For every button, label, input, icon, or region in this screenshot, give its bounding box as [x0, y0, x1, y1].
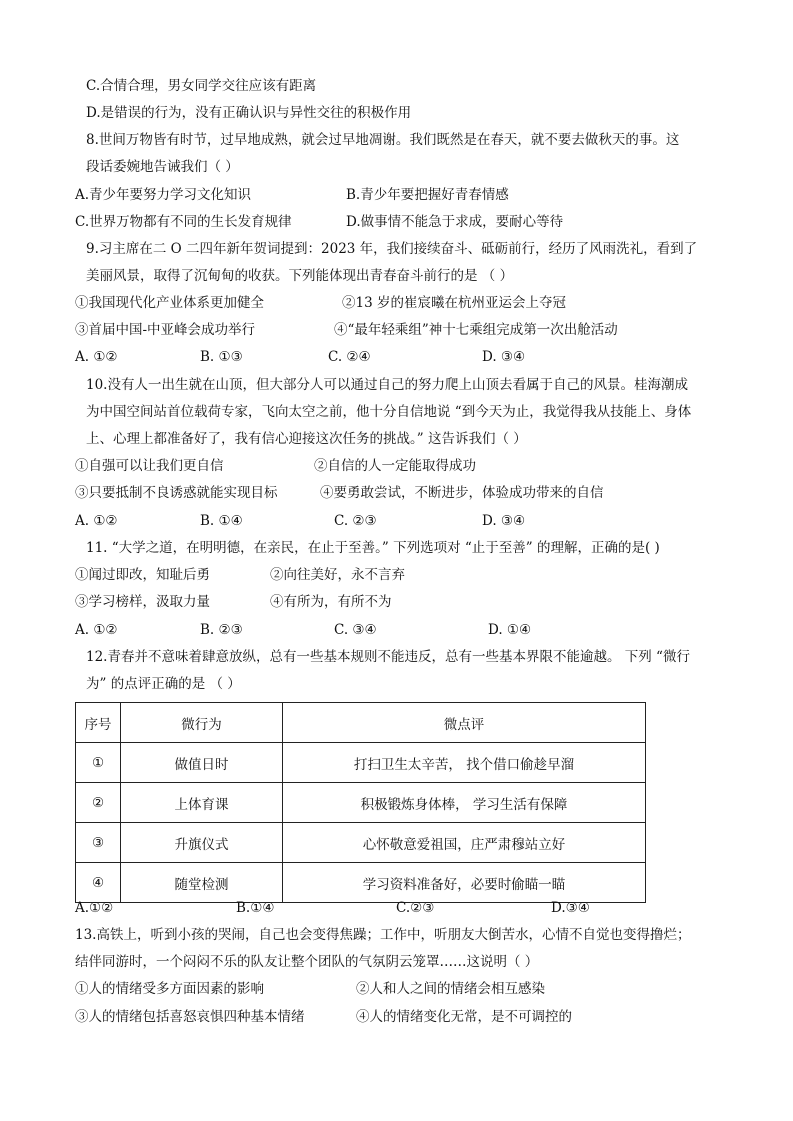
q11-option-a: A. ①② [75, 622, 118, 638]
row-index: ④ [76, 863, 121, 903]
q10-statement-1: ①自强可以让我们更自信 [75, 458, 224, 474]
q8-stem-line1: 8.世间万物皆有时节，过早地成熟，就会过早地凋谢。我们既然是在春天，就不要去做秋天的事。这 [86, 132, 680, 148]
q10-stem-line2: 为中国空间站首位载荷专家，飞向太空之前，他十分自信地说 “到今天为止，我觉得我从技能上、身体 [86, 404, 692, 420]
q13-stem-line1: 13.高铁上，听到小孩的哭闹，自己也会变得焦躁；工作中，听朋友大倒苦水，心情不自觉也变得撸烂； [75, 927, 691, 943]
table-header-row [76, 703, 646, 743]
q13-statement-3: ③人的情绪包括喜怒哀惧四种基本情绪 [75, 1009, 305, 1025]
row-comment: 积极锻炼身体棒， 学习生活有保障 [283, 783, 646, 823]
q11-stem-line1: 11. “大学之道，在明明德，在亲民，在止于至善。” 下列选项对 “止于至善” 的理解，正确的是( ) [86, 540, 660, 556]
header-index: 序号 [76, 703, 121, 743]
q8-option-d: D.做事情不能急于求成，要耐心等待 [346, 214, 564, 230]
q10-stem-line3: 上、心理上都准备好了，我有信心迎接这次任务的挑战。” 这告诉我们（ ） [86, 431, 527, 447]
row-behavior: 升旗仪式 [121, 823, 283, 863]
q10-stem-line1: 10.没有人一出生就在山顶，但大部分人可以通过自己的努力爬上山顶去看属于自己的风景。桂海潮成 [86, 377, 688, 393]
q10-option-d: D. ③④ [482, 513, 526, 529]
header-comment: 微点评 [283, 703, 646, 743]
table-row [76, 823, 646, 863]
row-behavior: 随堂检测 [121, 863, 283, 903]
q9-option-a: A. ①② [75, 349, 118, 365]
q7-option-d: D.是错误的行为，没有正确认识与异性交往的积极作用 [86, 105, 412, 121]
q9-statement-4: ④“最年轻乘组”神十七乘组完成第一次出舱活动 [334, 322, 618, 338]
q11-statement-1: ①闻过即改，知耻后勇 [75, 567, 210, 583]
row-comment: 打扫卫生太辛苦， 找个借口偷趁早溜 [283, 743, 646, 783]
q8-option-c: C.世界万物都有不同的生长发育规律 [75, 214, 292, 230]
q8-option-b: B.青少年要把握好青春情感 [346, 187, 509, 203]
row-index: ① [76, 743, 121, 783]
q11-statement-3: ③学习榜样，汲取力量 [75, 594, 210, 610]
q11-statement-4: ④有所为，有所不为 [270, 594, 392, 610]
q10-statement-3: ③只要抵制不良诱惑就能实现目标 [75, 485, 278, 501]
row-behavior: 上体育课 [121, 783, 283, 823]
q9-option-c: C. ②④ [328, 349, 371, 365]
table-row [76, 783, 646, 823]
q11-option-d: D. ①④ [488, 622, 532, 638]
q9-statement-2: ②13 岁的崔宸曦在杭州亚运会上夺冠 [342, 295, 566, 311]
q13-stem-line2: 结伴同游时，一个闷闷不乐的队友让整个团队的气氛阴云笼罩……这说明（ ） [75, 954, 539, 970]
q13-statement-1: ①人的情绪受多方面因素的影响 [75, 981, 264, 997]
q12-stem-line1: 12.青春并不意味着肆意放纵，总有一些基本规则不能违反，总有一些基本界限不能逾越。 下列 “微行 [86, 649, 690, 665]
q7-option-c: C.合情合理，男女同学交往应该有距离 [86, 78, 317, 94]
row-index: ③ [76, 823, 121, 863]
q8-option-a: A.青少年要努力学习文化知识 [75, 187, 252, 203]
q10-statement-4: ④要勇敢尝试，不断进步，体验成功带来的自信 [320, 485, 604, 501]
q9-stem-line2: 美丽风景，取得了沉甸甸的收获。下列能体现出青春奋斗前行的是 （ ） [86, 268, 514, 284]
row-comment: 学习资料准备好，必要时偷瞄一瞄 [283, 863, 646, 903]
q12-behavior-table [75, 702, 646, 903]
q10-statement-2: ②自信的人一定能取得成功 [314, 458, 476, 474]
table-row [76, 863, 646, 903]
q13-statement-4: ④人的情绪变化无常，是不可调控的 [356, 1009, 572, 1025]
q8-stem-line2: 段话委婉地告诫我们（ ） [86, 159, 239, 175]
q12-option-b: B.①④ [236, 900, 275, 916]
q9-option-d: D. ③④ [482, 349, 526, 365]
q11-option-c: C. ③④ [334, 622, 377, 638]
q12-option-a: A.①② [75, 900, 114, 916]
q12-option-d: D.③④ [551, 900, 590, 916]
row-index: ② [76, 783, 121, 823]
q9-statement-1: ①我国现代化产业体系更加健全 [75, 295, 264, 311]
q9-stem-line1: 9.习主席在二 O 二四年新年贺词提到：2023 年，我们接续奋斗、砥砺前行，经历了风雨洗礼，看到了 [86, 241, 698, 257]
table-row [76, 743, 646, 783]
q11-option-b: B. ②③ [200, 622, 243, 638]
q9-statement-3: ③首届中国-中亚峰会成功举行 [75, 322, 256, 338]
q10-option-c: C. ②③ [334, 513, 377, 529]
q11-statement-2: ②向往美好，永不言弃 [270, 567, 405, 583]
q9-option-b: B. ①③ [200, 349, 243, 365]
q12-option-c: C.②③ [396, 900, 435, 916]
row-behavior: 做值日时 [121, 743, 283, 783]
q10-option-a: A. ①② [75, 513, 118, 529]
q12-stem-line2: 为” 的点评正确的是 （ ） [86, 676, 241, 692]
header-behavior: 微行为 [121, 703, 283, 743]
row-comment: 心怀敬意爱祖国，庄严肃穆站立好 [283, 823, 646, 863]
q10-option-b: B. ①④ [200, 513, 243, 529]
q13-statement-2: ②人和人之间的情绪会相互感染 [356, 981, 545, 997]
